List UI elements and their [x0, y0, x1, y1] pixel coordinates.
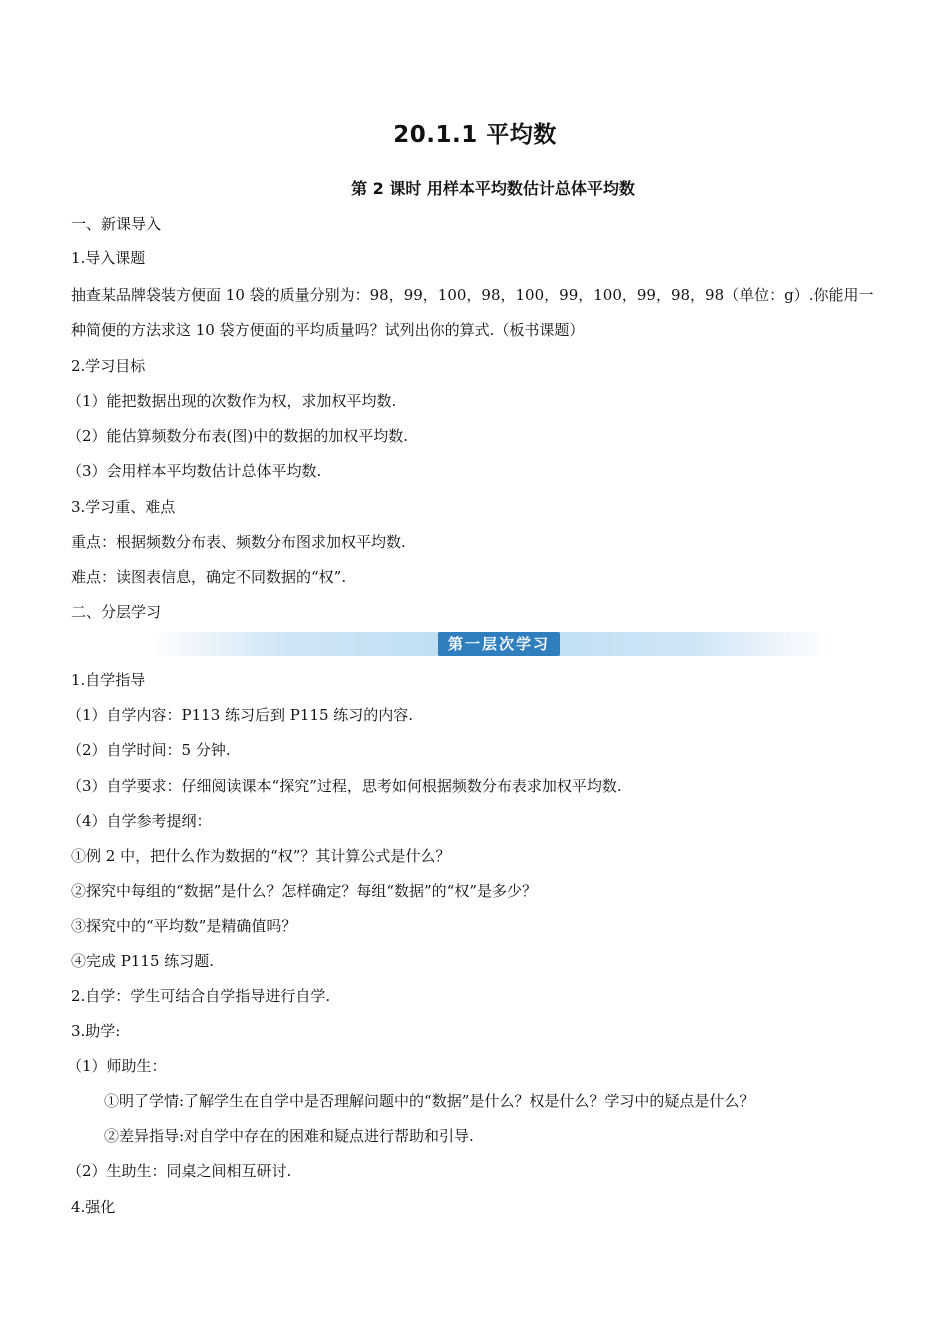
difficult-point-text: 难点：读图表信息，确定不同数据的“权”. [71, 568, 347, 586]
guide-item-1: （1）自学内容：P113 练习后到 P115 练习的内容. [67, 706, 414, 724]
intro-paragraph-line-2: 种简便的方法求这 10 袋方便面的平均质量吗？试列出你的算式.（板书课题） [71, 321, 585, 339]
guide-item-3: （3）自学要求：仔细阅读课本“探究”过程，思考如何根据频数分布表求加权平均数. [67, 777, 622, 795]
section-heading-layered: 二、分层学习 [71, 603, 162, 621]
learning-goal-1: （1）能把数据出现的次数作为权，求加权平均数. [67, 392, 397, 410]
page-subtitle: 第 2 课时 用样本平均数估计总体平均数 [351, 179, 635, 198]
level-one-banner [150, 632, 830, 656]
learning-goal-3: （3）会用样本平均数估计总体平均数. [67, 462, 322, 480]
section-heading-intro: 一、新课导入 [71, 215, 162, 233]
help-item-1b: ②差异指导:对自学中存在的困难和疑点进行帮助和引导. [104, 1127, 474, 1145]
help-item-1a: ①明了学情:了解学生在自学中是否理解问题中的“数据”是什么？权是什么？学习中的疑点是什么？ [104, 1092, 755, 1110]
page-title: 20.1.1 平均数 [393, 122, 557, 148]
intro-paragraph-line-1: 抽查某品牌袋装方便面 10 袋的质量分别为：98，99，100，98，100，99，100，99，98，98（单位：g）.你能用一 [71, 286, 874, 304]
strengthen-heading: 4.强化 [71, 1198, 116, 1216]
outline-question-3: ③探究中的“平均数”是精确值吗？ [71, 917, 297, 935]
help-item-2: （2）生助生：同桌之间相互研讨. [67, 1162, 292, 1180]
self-study-guide-heading: 1.自学指导 [71, 671, 146, 689]
guide-item-2: （2）自学时间：5 分钟. [67, 741, 231, 759]
help-heading: 3.助学: [71, 1022, 121, 1040]
learning-goals-heading: 2.学习目标 [71, 357, 146, 375]
outline-question-2: ②探究中每组的“数据”是什么？怎样确定？每组“数据”的“权”是多少？ [71, 882, 538, 900]
outline-question-4: ④完成 P115 练习题. [71, 952, 215, 970]
banner-label: 第一层次学习 [438, 632, 560, 656]
key-points-heading: 3.学习重、难点 [71, 498, 176, 516]
help-item-1: （1）师助生： [67, 1057, 167, 1075]
key-point-text: 重点：根据频数分布表、频数分布图求加权平均数. [71, 533, 406, 551]
self-study-text: 2.自学：学生可结合自学指导进行自学. [71, 987, 331, 1005]
guide-item-4: （4）自学参考提纲： [67, 812, 212, 830]
intro-topic-heading: 1.导入课题 [71, 249, 146, 267]
learning-goal-2: （2）能估算频数分布表(图)中的数据的加权平均数. [67, 427, 409, 445]
outline-question-1: ①例 2 中，把什么作为数据的“权”？其计算公式是什么？ [71, 847, 451, 865]
